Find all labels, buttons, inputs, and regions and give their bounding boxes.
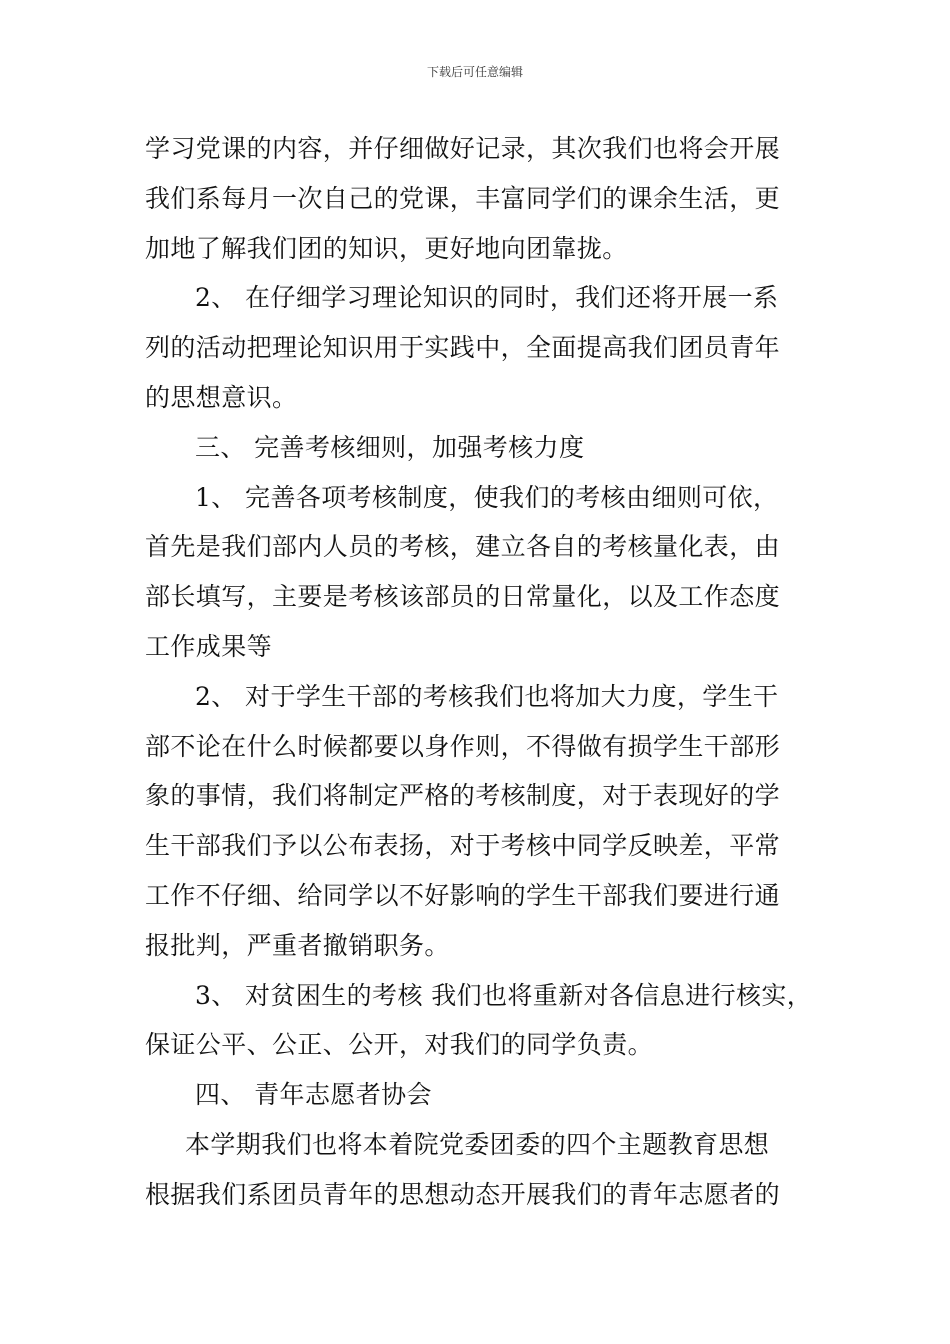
text-line: 象的事情，我们将制定严格的考核制度，对于表现好的学 xyxy=(145,781,781,811)
text-line: 1、 完善各项考核制度，使我们的考核由细则可依， xyxy=(195,482,779,512)
section-heading: 四、 青年志愿者协会 xyxy=(195,1080,432,1110)
text-line: 首先是我们部内人员的考核，建立各自的考核量化表，由 xyxy=(145,532,781,562)
text-line: 加地了解我们团的知识，更好地向团靠拢。 xyxy=(145,233,628,263)
text-line: 本学期我们也将本着院党委团委的四个主题教育思想 xyxy=(185,1129,770,1159)
text-line: 2、 在仔细学习理论知识的同时，我们还将开展一系 xyxy=(195,283,779,313)
text-line: 我们系每月一次自己的党课，丰富同学们的课余生活，更 xyxy=(145,183,781,213)
text-line: 报批判，严重者撤销职务。 xyxy=(145,930,450,960)
text-line: 的思想意识。 xyxy=(145,382,298,412)
section-heading: 三、 完善考核细则，加强考核力度 xyxy=(195,432,585,462)
text-line: 列的活动把理论知识用于实践中，全面提高我们团员青年 xyxy=(145,333,781,363)
text-line: 工作成果等 xyxy=(145,631,273,661)
text-line: 生干部我们予以公布表扬，对于考核中同学反映差，平常 xyxy=(145,831,781,861)
text-line: 2、 对于学生干部的考核我们也将加大力度，学生干 xyxy=(195,681,779,711)
text-line: 学习党课的内容，并仔细做好记录，其次我们也将会开展 xyxy=(145,134,781,163)
text-line: 工作不仔细、给同学以不好影响的学生干部我们要进行通 xyxy=(145,880,781,910)
text-line: 部不论在什么时候都要以身作则，不得做有损学生干部形 xyxy=(145,731,781,761)
page-header: 下载后可任意编辑 xyxy=(426,65,523,79)
text-line: 保证公平、公正、公开，对我们的同学负责。 xyxy=(145,1030,654,1060)
text-line: 部长填写，主要是考核该部员的日常量化，以及工作态度 xyxy=(145,582,781,612)
text-line: 3、 对贫困生的考核 我们也将重新对各信息进行核实， xyxy=(195,980,813,1010)
text-line: 根据我们系团员青年的思想动态开展我们的青年志愿者的 xyxy=(145,1179,781,1209)
document-body xyxy=(145,124,825,1220)
